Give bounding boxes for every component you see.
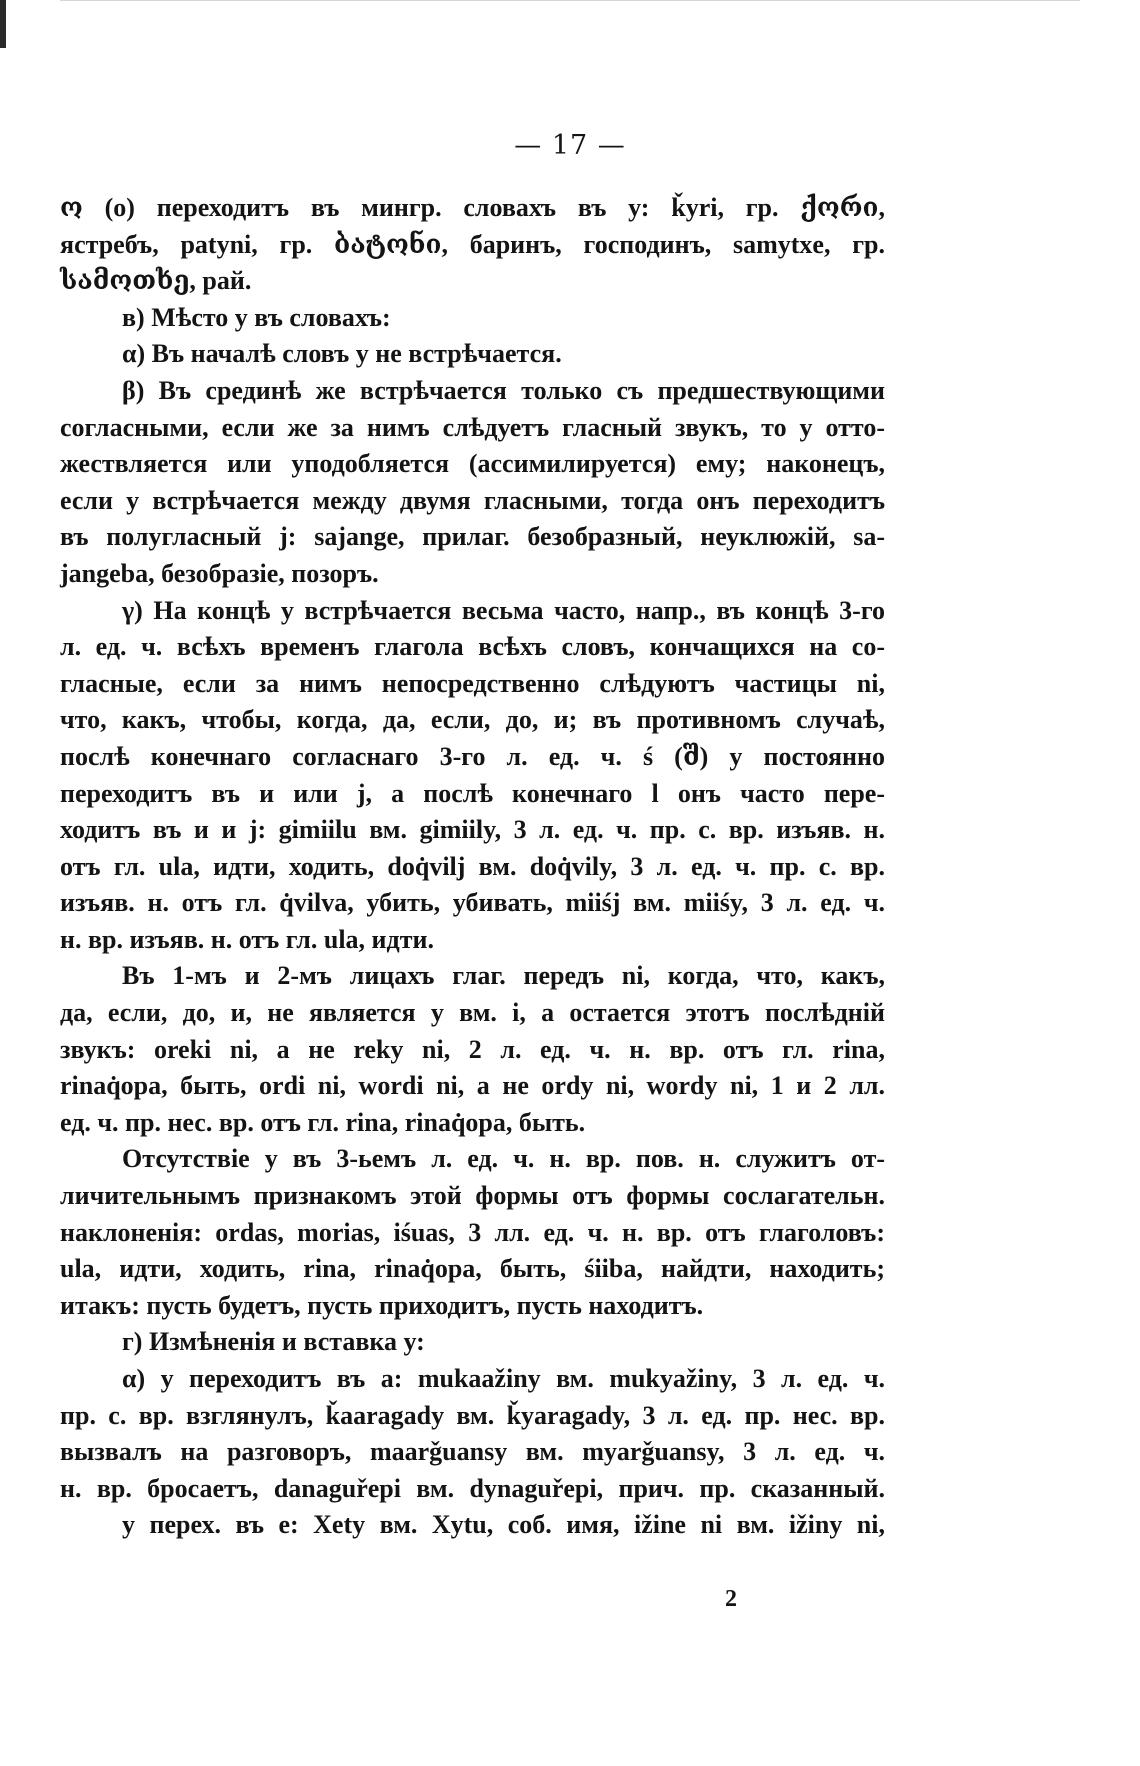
text-line: ходитъ въ и и j: gimiilu вм. gimiily, 3 л. ед. ч. пр. с. вр. изъяв. н. [60, 815, 885, 845]
text-line: пр. с. вр. взглянулъ, ǩaaragady вм. ǩyaragady, 3 л. ед. пр. нес. вр. [60, 1400, 885, 1430]
text-line: у перех. въ е: Xety вм. Xytu, соб. имя, ižine ni вм. ižiny ni, [122, 1510, 885, 1540]
text-line: да, если, до, и, не является у вм. i, а остается этотъ послѣдній [60, 998, 885, 1028]
text-line: что, какъ, чтобы, когда, да, если, до, и; въ противномъ случаѣ, [60, 705, 885, 735]
text-line: ястребъ, patyni, гр. ბატონი, баринъ, господинъ, samytxe, гр. [60, 229, 885, 259]
text-line: rinaq̇opa, быть, ordi ni, wordi ni, а не ordy ni, wordy ni, 1 и 2 лл. [60, 1071, 885, 1101]
text-line: β) Въ срединѣ же встрѣчается только съ предшествующими [122, 375, 885, 405]
body-text [60, 190, 885, 1544]
page-number: — 17 — [514, 130, 626, 161]
text-line: ო (о) переходитъ въ мингр. словахъ въ у: ǩуri, гр. ქორი, [60, 193, 885, 222]
text-line: Отсутствіе у въ 3-ьемъ л. ед. ч. н. вр. пов. н. служитъ от- [122, 1144, 885, 1174]
text-line: звукъ: oreki ni, а не reky ni, 2 л. ед. ч. н. вр. отъ гл. rina, [60, 1034, 885, 1064]
text-line: изъяв. н. отъ гл. q̇vilva, убить, убивать, miiśj вм. miiśy, 3 л. ед. ч. [60, 888, 885, 918]
text-line: Въ 1-мъ и 2-мъ лицахъ глаг. передъ ni, когда, что, какъ, [122, 961, 885, 991]
text-line: в) Мѣсто у въ словахъ: [122, 302, 391, 332]
text-line: г) Измѣненія и вставка у: [122, 1327, 425, 1357]
text-line: личительнымъ признакомъ этой формы отъ формы сослагательн. [60, 1181, 885, 1211]
text-line: въ полугласный j: sajange, прилаг. безобразный, неуклюжій, sa- [60, 522, 885, 552]
text-line: л. ед. ч. всѣхъ временъ глагола всѣхъ словъ, кончащихся на со- [60, 632, 885, 662]
scan-edge-mark [0, 0, 6, 48]
text-line: наклоненія: ordas, morias, iśuas, 3 лл. ед. ч. н. вр. отъ глаголовъ: [60, 1217, 885, 1247]
text-line: α) Въ началѣ словъ у не встрѣчается. [122, 339, 562, 369]
text-line: вызвалъ на разговоръ, maarǧuansy вм. myarǧuansy, 3 л. ед. ч. [60, 1437, 885, 1467]
text-line: жествляется или уподобляется (ассимилируется) ему; наконецъ, [60, 449, 885, 479]
text-line: итакъ: пусть будетъ, пусть приходитъ, пусть находитъ. [60, 1290, 704, 1320]
text-line: н. вр. изъяв. н. отъ гл. ula, идти. [60, 924, 434, 954]
text-line: α) у переходитъ въ а: mukaažiny вм. mukyažiny, 3 л. ед. ч. [122, 1364, 885, 1393]
text-line: переходитъ въ и или j, а послѣ конечнаго l онъ часто пере- [60, 778, 885, 808]
text-line: ula, идти, ходить, rina, rinaq̇opa, быть, śiiba, найдти, находить; [60, 1254, 885, 1284]
text-line: согласными, если же за нимъ слѣдуетъ гласный звукъ, то у отто- [60, 412, 885, 442]
text-line: если у встрѣчается между двумя гласными, тогда онъ переходитъ [60, 485, 885, 515]
text-line: ед. ч. пр. нес. вр. отъ гл. rina, rinaq̇opa, быть. [60, 1107, 586, 1137]
text-line: γ) На концѣ у встрѣчается весьма часто, напр., въ концѣ 3-го [122, 595, 885, 625]
signature-mark: 2 [725, 1586, 737, 1612]
text-line: гласные, если за нимъ непосредственно слѣдуютъ частицы ni, [60, 668, 885, 698]
text-line: н. вр. бросаетъ, danaguřepi вм. dynaguřepi, прич. пр. сказанный. [60, 1473, 885, 1503]
text-line: სამოთხე, рай. [60, 266, 252, 296]
text-line: отъ гл. ula, идти, ходить, doq̇vilj вм. doq̇vily, 3 л. ед. ч. пр. с. вр. [60, 851, 885, 881]
text-line: послѣ конечнаго согласнаго 3-го л. ед. ч. ś (შ) у постоянно [60, 741, 885, 771]
text-line: jangeba, безобразіе, позоръ. [60, 558, 379, 588]
scan-top-edge [60, 0, 1080, 1]
